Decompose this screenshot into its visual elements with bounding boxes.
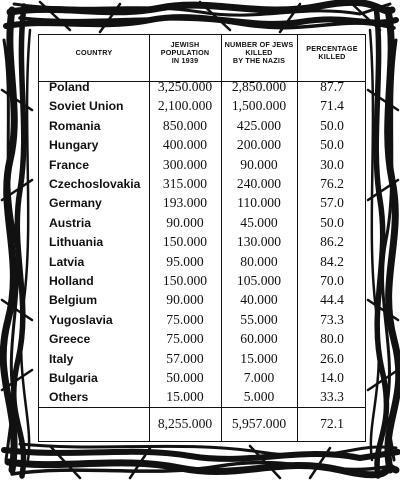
percentage-cell: 14.0 bbox=[320, 370, 344, 385]
total-percentage: 72.1 bbox=[320, 416, 344, 431]
killed-cell: 5.000 bbox=[243, 389, 275, 405]
population-cell: 90.000 bbox=[166, 214, 204, 230]
killed-cell: 80.000 bbox=[240, 253, 278, 269]
country-cell: Germany bbox=[49, 196, 102, 211]
country-cell: Yugoslavia bbox=[49, 312, 113, 327]
population-cell: 300.000 bbox=[162, 156, 208, 172]
total-killed: 5,957.000 bbox=[231, 416, 287, 431]
population-cell: 315.000 bbox=[162, 176, 208, 191]
country-cell: Others bbox=[49, 390, 89, 405]
killed-cell: 1,500.000 bbox=[231, 98, 287, 114]
percentage-cell: 30.0 bbox=[320, 156, 344, 172]
country-cell: Holland bbox=[49, 274, 94, 288]
percentage-cell: 33.3 bbox=[320, 389, 344, 405]
percentage-cell: 73.3 bbox=[320, 311, 344, 327]
percentage-cell: 70.0 bbox=[320, 273, 344, 288]
population-cell: 57.000 bbox=[166, 350, 204, 366]
header-killed-line: KILLED bbox=[245, 48, 273, 58]
killed-cell: 15.000 bbox=[240, 350, 278, 366]
percentage-cell: 50.0 bbox=[320, 137, 344, 153]
population-cell: 15.000 bbox=[166, 389, 204, 405]
population-cell: 95.000 bbox=[166, 253, 204, 269]
population-cell: 90.000 bbox=[166, 292, 204, 308]
killed-cell: 200.000 bbox=[236, 137, 282, 153]
header-killed-line: NUMBER OF JEWS bbox=[224, 40, 294, 49]
header-percentage-line: PERCENTAGE bbox=[306, 44, 358, 53]
percentage-cell: 86.2 bbox=[320, 234, 344, 250]
percentage-cell: 57.0 bbox=[320, 195, 344, 211]
killed-cell: 240.000 bbox=[236, 176, 282, 191]
percentage-cell: 26.0 bbox=[320, 350, 344, 366]
population-cell: 150.000 bbox=[162, 273, 208, 288]
country-cell: Hungary bbox=[49, 138, 99, 153]
killed-cell: 2,850.000 bbox=[231, 79, 287, 94]
header-killed-line: BY THE NAZIS bbox=[232, 56, 286, 66]
header-population-line: IN 1939 bbox=[171, 56, 199, 66]
header-percentage bbox=[297, 45, 367, 61]
statistics-table bbox=[38, 34, 366, 442]
country-cell: Czechoslovakia bbox=[49, 177, 141, 191]
percentage-cell: 44.4 bbox=[320, 292, 344, 308]
total-population: 8,255.000 bbox=[157, 416, 213, 431]
percentage-cell: 71.4 bbox=[320, 98, 344, 114]
percentage-cell: 80.0 bbox=[320, 331, 344, 347]
country-cell: Italy bbox=[49, 351, 74, 366]
population-cell: 150.000 bbox=[162, 234, 208, 250]
header-population bbox=[149, 41, 221, 66]
country-cell: Austria bbox=[49, 215, 91, 230]
header-killed bbox=[221, 41, 297, 66]
percentage-cell: 50.0 bbox=[320, 117, 344, 133]
killed-cell: 90.000 bbox=[240, 156, 278, 172]
killed-cell: 60.000 bbox=[240, 331, 278, 347]
percentage-cell: 87.7 bbox=[320, 79, 344, 94]
killed-cell: 40.000 bbox=[240, 292, 278, 308]
population-cell: 75.000 bbox=[166, 331, 204, 347]
country-cell: Greece bbox=[49, 332, 91, 347]
killed-cell: 425.000 bbox=[236, 117, 282, 133]
header-population-line: JEWISH bbox=[170, 40, 200, 49]
header-population-line: POPULATION bbox=[160, 48, 210, 58]
percentage-cell: 84.2 bbox=[320, 253, 344, 269]
population-cell: 193.000 bbox=[162, 195, 208, 211]
country-cell: France bbox=[49, 157, 89, 172]
killed-cell: 45.000 bbox=[240, 214, 278, 230]
header-percentage-line: KILLED bbox=[318, 52, 346, 62]
killed-cell: 7.000 bbox=[243, 370, 275, 385]
killed-cell: 110.000 bbox=[237, 195, 281, 211]
percentage-cell: 50.0 bbox=[320, 214, 344, 230]
country-cell: Soviet Union bbox=[49, 99, 124, 114]
killed-cell: 55.000 bbox=[240, 311, 278, 327]
country-cell: Poland bbox=[49, 80, 90, 94]
population-cell: 3,250.000 bbox=[157, 79, 213, 94]
country-cell: Romania bbox=[49, 118, 101, 133]
country-cell: Bulgaria bbox=[49, 371, 98, 385]
population-cell: 75.000 bbox=[166, 311, 204, 327]
percentage-cell: 76.2 bbox=[320, 176, 344, 191]
totals-divider bbox=[39, 407, 365, 408]
country-cell: Lithuania bbox=[49, 235, 104, 250]
header-country: COUNTRY bbox=[75, 48, 113, 57]
killed-cell: 105.000 bbox=[236, 273, 282, 288]
population-cell: 2,100.000 bbox=[157, 98, 213, 114]
country-cell: Belgium bbox=[49, 293, 98, 308]
population-cell: 850.000 bbox=[162, 117, 208, 133]
population-cell: 400.000 bbox=[162, 137, 208, 153]
killed-cell: 130.000 bbox=[236, 234, 282, 250]
population-cell: 50.000 bbox=[166, 370, 204, 385]
country-cell: Latvia bbox=[49, 254, 85, 269]
